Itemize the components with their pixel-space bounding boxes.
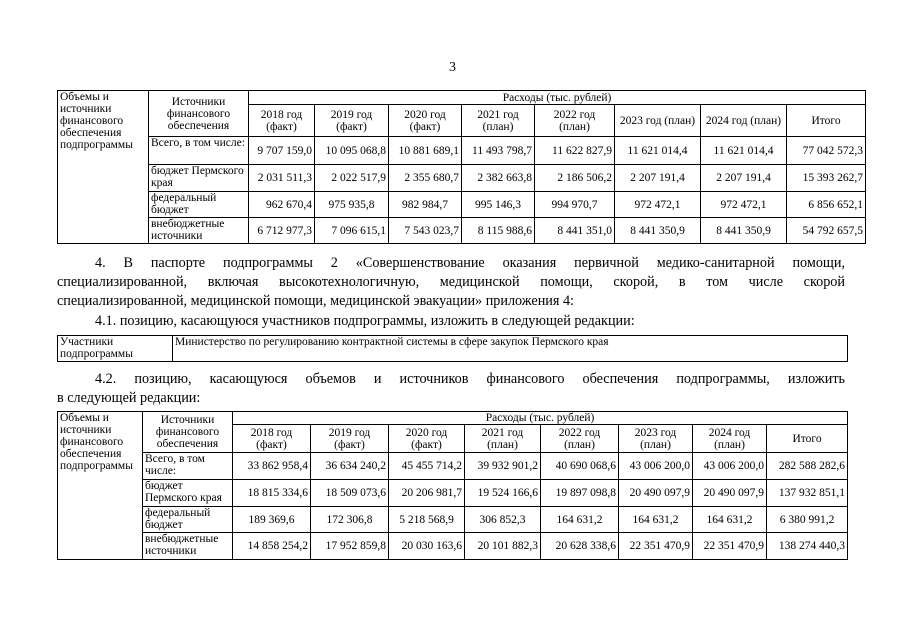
table2-year-header: 2023 год (план): [619, 425, 693, 453]
table1-source-cell: Всего, в том числе:: [149, 137, 249, 165]
table1-value-cell: 975 935,8: [315, 192, 389, 218]
table1-source-cell: бюджет Пермского края: [149, 165, 249, 192]
table1-year-header: 2023 год (план): [615, 105, 701, 137]
table2-value-cell: 20 628 338,6: [541, 533, 619, 560]
table1-year-header: 2024 год (план): [701, 105, 787, 137]
table1-year-header: 2018 год (факт): [249, 105, 315, 137]
table2-value-cell: 20 490 097,9: [693, 480, 767, 507]
table1-value-cell: 7 096 615,1: [315, 218, 389, 244]
table2-expenses-header: Расходы (тыс. рублей): [233, 412, 848, 425]
table1-value-cell: 10 095 068,8: [315, 137, 389, 165]
table2-value-cell: 17 952 859,8: [311, 533, 389, 560]
table2-value-cell: 20 490 097,9: [619, 480, 693, 507]
table1-value-cell: 2 207 191,4: [701, 165, 787, 192]
table2-value-cell: 22 351 470,9: [693, 533, 767, 560]
table1-year-header: 2021 год (план): [462, 105, 535, 137]
table2-value-cell: 6 380 991,2: [767, 507, 848, 533]
table1-year-header: 2020 год (факт): [389, 105, 462, 137]
table2-value-cell: 22 351 470,9: [619, 533, 693, 560]
table1-value-cell: 9 707 159,0: [249, 137, 315, 165]
table2-label: Объемы и источники финансового обеспечения подпрограммы: [58, 412, 143, 560]
table2-value-cell: 18 509 073,6: [311, 480, 389, 507]
table1-value-cell: 8 115 988,6: [462, 218, 535, 244]
table2-source-cell: Всего, в том числе:: [143, 453, 233, 480]
paragraph-4-2-line: 4.2. позицию, касающуюся объемов и источников финансового обеспечения подпрограммы, изложить: [95, 371, 845, 387]
table2-source-cell: бюджет Пермского края: [143, 480, 233, 507]
table2-value-cell: 36 634 240,2: [311, 453, 389, 480]
table1-sources-header: Источники финансового обеспечения: [149, 91, 249, 137]
paragraph-4: [57, 254, 845, 311]
table2-value-cell: 43 006 200,0: [693, 453, 767, 480]
table1-value-cell: 11 621 014,4: [701, 137, 787, 165]
table2-year-header: 2022 год (план): [541, 425, 619, 453]
table1-value-cell: 7 543 023,7: [389, 218, 462, 244]
table2-sources-header: Источники финансового обеспечения: [143, 412, 233, 453]
table2-year-header: 2018 год (факт): [233, 425, 311, 453]
table1-value-cell: 54 792 657,5: [787, 218, 866, 244]
table1-value-cell: 6 712 977,3: [249, 218, 315, 244]
paragraph-4-line: специализированной, медицинской помощи, медицинской эвакуации» приложения 4:: [57, 293, 574, 309]
table2-value-cell: 172 306,8: [311, 507, 389, 533]
table1-value-cell: 6 856 652,1: [787, 192, 866, 218]
table1-value-cell: 8 441 350,9: [701, 218, 787, 244]
table1-value-cell: 8 441 350,9: [615, 218, 701, 244]
table2-value-cell: 306 852,3: [465, 507, 541, 533]
table2-year-header: 2020 год (факт): [389, 425, 465, 453]
table1-source-cell: федеральный бюджет: [149, 192, 249, 218]
table1-value-cell: 972 472,1: [615, 192, 701, 218]
table2-value-cell: 164 631,2: [619, 507, 693, 533]
table2-value-cell: 20 101 882,3: [465, 533, 541, 560]
table1-value-cell: 2 355 680,7: [389, 165, 462, 192]
table1-value-cell: 962 670,4: [249, 192, 315, 218]
table2-source-cell: федеральный бюджет: [143, 507, 233, 533]
table1-source-cell: внебюджетные источники: [149, 218, 249, 244]
table1-value-cell: 11 621 014,4: [615, 137, 701, 165]
participants-value: Министерство по регулированию контрактной системы в сфере закупок Пермского края: [173, 336, 848, 362]
table2-value-cell: 45 455 714,2: [389, 453, 465, 480]
table2-value-cell: 43 006 200,0: [619, 453, 693, 480]
table1-value-cell: 2 186 506,2: [535, 165, 615, 192]
table2-value-cell: 5 218 568,9: [389, 507, 465, 533]
paragraph-4-2: [57, 370, 845, 408]
table1-year-header: 2019 год (факт): [315, 105, 389, 137]
table2-value-cell: 164 631,2: [693, 507, 767, 533]
table1-value-cell: 10 881 689,1: [389, 137, 462, 165]
table1-value-cell: 2 207 191,4: [615, 165, 701, 192]
table2-value-cell: 282 588 282,6: [767, 453, 848, 480]
table2-value-cell: 137 932 851,1: [767, 480, 848, 507]
table2-value-cell: 189 369,6: [233, 507, 311, 533]
table2-value-cell: 40 690 068,6: [541, 453, 619, 480]
page-number: 3: [449, 60, 456, 75]
table2-value-cell: 39 932 901,2: [465, 453, 541, 480]
table2-value-cell: 19 897 098,8: [541, 480, 619, 507]
table1-value-cell: 2 022 517,9: [315, 165, 389, 192]
table1-value-cell: 11 622 827,9: [535, 137, 615, 165]
table2-value-cell: 18 815 334,6: [233, 480, 311, 507]
table2-total-header: Итого: [767, 425, 848, 453]
table2-value-cell: 33 862 958,4: [233, 453, 311, 480]
table1-year-header: 2022 год (план): [535, 105, 615, 137]
table1-value-cell: 77 042 572,3: [787, 137, 866, 165]
table1-value-cell: 995 146,3: [462, 192, 535, 218]
table2-value-cell: 164 631,2: [541, 507, 619, 533]
paragraph-4-line: 4. В паспорте подпрограммы 2 «Совершенствование оказания первичной медико-санитарной помощи,: [95, 255, 845, 271]
table2-source-cell: внебюджетные источники: [143, 533, 233, 560]
table2-value-cell: 19 524 166,6: [465, 480, 541, 507]
table1-value-cell: 11 493 798,7: [462, 137, 535, 165]
table2-value-cell: 138 274 440,3: [767, 533, 848, 560]
table1-value-cell: 982 984,7: [389, 192, 462, 218]
financing-table-2: [57, 411, 848, 560]
table1-value-cell: 972 472,1: [701, 192, 787, 218]
paragraph-4-1-text: 4.1. позицию, касающуюся участников подпрограммы, изложить в следующей редакции:: [95, 313, 635, 329]
table1-value-cell: 994 970,7: [535, 192, 615, 218]
table2-value-cell: 20 030 163,6: [389, 533, 465, 560]
participants-table: [57, 335, 848, 362]
table1-value-cell: 8 441 351,0: [535, 218, 615, 244]
table1-label: Объемы и источники финансового обеспечения подпрограммы: [58, 91, 149, 244]
table2-value-cell: 14 858 254,2: [233, 533, 311, 560]
paragraph-4-2-line: в следующей редакции:: [57, 390, 201, 406]
table1-value-cell: 2 382 663,8: [462, 165, 535, 192]
paragraph-4-line: специализированной, включая высокотехнологичную, медицинской помощи, скорой, в том числе скорой: [57, 274, 845, 290]
table1-value-cell: 2 031 511,3: [249, 165, 315, 192]
table1-expenses-header: Расходы (тыс. рублей): [249, 91, 866, 105]
financing-table-1: [57, 90, 866, 244]
table2-year-header: 2024 год (план): [693, 425, 767, 453]
participants-label: Участники подпрограммы: [58, 336, 173, 362]
table1-total-header: Итого: [787, 105, 866, 137]
table2-year-header: 2019 год (факт): [311, 425, 389, 453]
paragraph-4-1: [95, 312, 855, 331]
table2-year-header: 2021 год (план): [465, 425, 541, 453]
table2-value-cell: 20 206 981,7: [389, 480, 465, 507]
table1-value-cell: 15 393 262,7: [787, 165, 866, 192]
